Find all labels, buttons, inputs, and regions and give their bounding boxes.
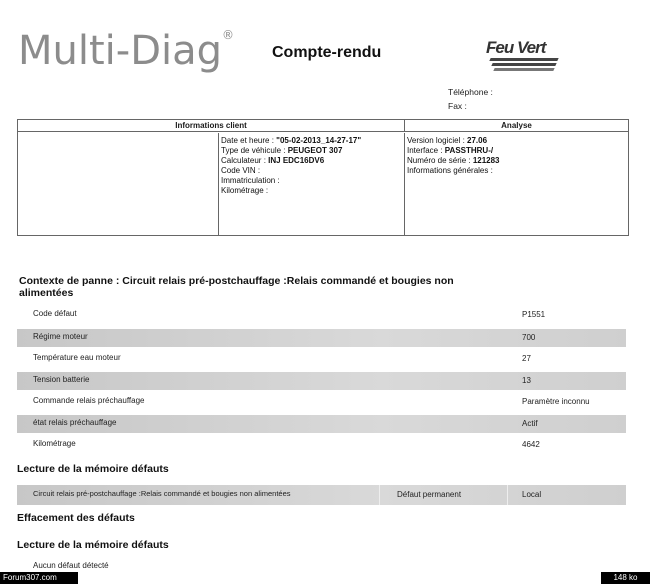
serial-number-value: 121283 bbox=[472, 156, 500, 165]
page-title: Compte-rendu bbox=[272, 44, 382, 61]
row-label: Commande relais préchauffage bbox=[33, 396, 145, 405]
forum-watermark: Forum307.com bbox=[0, 572, 78, 584]
logo-stripe bbox=[489, 58, 558, 61]
context-row-fault-code bbox=[17, 306, 626, 324]
row-value: Actif bbox=[522, 419, 538, 428]
row-label: Tension batterie bbox=[33, 375, 90, 384]
registration-label: Immatriculation : bbox=[221, 176, 280, 185]
row-label: Kilométrage bbox=[33, 439, 76, 448]
vehicle-type-value: PEUGEOT 307 bbox=[287, 146, 343, 155]
multi-diag-logo bbox=[18, 28, 234, 74]
row-value: 700 bbox=[522, 333, 536, 342]
vin-label: Code VIN : bbox=[221, 166, 261, 175]
calculator-label: Calculateur : bbox=[221, 156, 269, 165]
row-label: Code défaut bbox=[33, 309, 77, 318]
fault-status: Défaut permanent bbox=[397, 490, 462, 499]
context-row-preheat-state bbox=[17, 415, 626, 433]
row-value: Paramètre inconnu bbox=[522, 397, 590, 406]
row-value: 13 bbox=[522, 376, 531, 385]
context-title-line1: Contexte de panne : Circuit relais pré-postchauffage :Relais commandé et bougies non bbox=[19, 275, 454, 287]
cell-divider bbox=[507, 485, 508, 505]
software-info-cell bbox=[405, 133, 628, 235]
context-row-coolant-temp bbox=[17, 350, 626, 368]
feu-vert-logo bbox=[482, 38, 568, 74]
general-info-label: Informations générales : bbox=[407, 166, 493, 175]
vehicle-info-lines bbox=[219, 133, 404, 199]
fault-location: Local bbox=[522, 490, 542, 499]
fax-label: Fax : bbox=[448, 101, 467, 111]
logo-stripe bbox=[491, 63, 556, 66]
calculator-value: INJ EDC16DV6 bbox=[268, 156, 325, 165]
row-label: Température eau moteur bbox=[33, 353, 121, 362]
fault-description: Circuit relais pré-postchauffage :Relais commandé et bougies non alimentées bbox=[33, 489, 291, 498]
cell-divider bbox=[379, 485, 380, 505]
registered-mark: ® bbox=[222, 28, 235, 42]
date-value: "05-02-2013_14-27-17" bbox=[276, 136, 362, 145]
context-title bbox=[19, 275, 619, 299]
interface-value: PASSTHRU-/ bbox=[444, 146, 494, 155]
info-table bbox=[17, 119, 629, 236]
mileage-label: Kilométrage : bbox=[221, 186, 269, 195]
memory-title-2: Lecture de la mémoire défauts bbox=[17, 539, 169, 551]
client-info-cell bbox=[18, 133, 219, 235]
context-row-battery-voltage bbox=[17, 372, 626, 390]
date-label: Date et heure : bbox=[221, 136, 277, 145]
row-value: 27 bbox=[522, 354, 531, 363]
context-row-mileage bbox=[17, 436, 626, 454]
row-label: Régime moteur bbox=[33, 332, 88, 341]
feu-vert-logo-text: Feu Vert bbox=[486, 38, 546, 57]
fault-row bbox=[17, 485, 626, 505]
row-label: état relais préchauffage bbox=[33, 418, 117, 427]
interface-label: Interface : bbox=[407, 146, 445, 155]
memory-title: Lecture de la mémoire défauts bbox=[17, 463, 169, 475]
multi-diag-logo-text: Multi-Diag bbox=[18, 28, 223, 74]
context-row-preheat-command bbox=[17, 393, 626, 411]
file-size-badge: 148 ko bbox=[601, 572, 650, 584]
software-version-value: 27.06 bbox=[467, 136, 488, 145]
context-row-engine-speed bbox=[17, 329, 626, 347]
clear-faults-title: Effacement des défauts bbox=[17, 512, 135, 524]
vehicle-type-label: Type de véhicule : bbox=[221, 146, 288, 155]
row-value: P1551 bbox=[522, 310, 546, 319]
software-info-lines bbox=[405, 133, 628, 179]
analysis-header: Analyse bbox=[405, 120, 628, 132]
phone-label: Téléphone : bbox=[448, 87, 493, 97]
client-info-header: Informations client bbox=[18, 120, 405, 132]
row-value: 4642 bbox=[522, 440, 540, 449]
context-title-line2: alimentées bbox=[19, 287, 74, 299]
no-fault-text: Aucun défaut détecté bbox=[33, 561, 109, 570]
logo-stripe bbox=[493, 68, 554, 71]
vehicle-info-cell bbox=[219, 133, 405, 235]
serial-number-label: Numéro de série : bbox=[407, 156, 473, 165]
software-version-label: Version logiciel : bbox=[407, 136, 468, 145]
